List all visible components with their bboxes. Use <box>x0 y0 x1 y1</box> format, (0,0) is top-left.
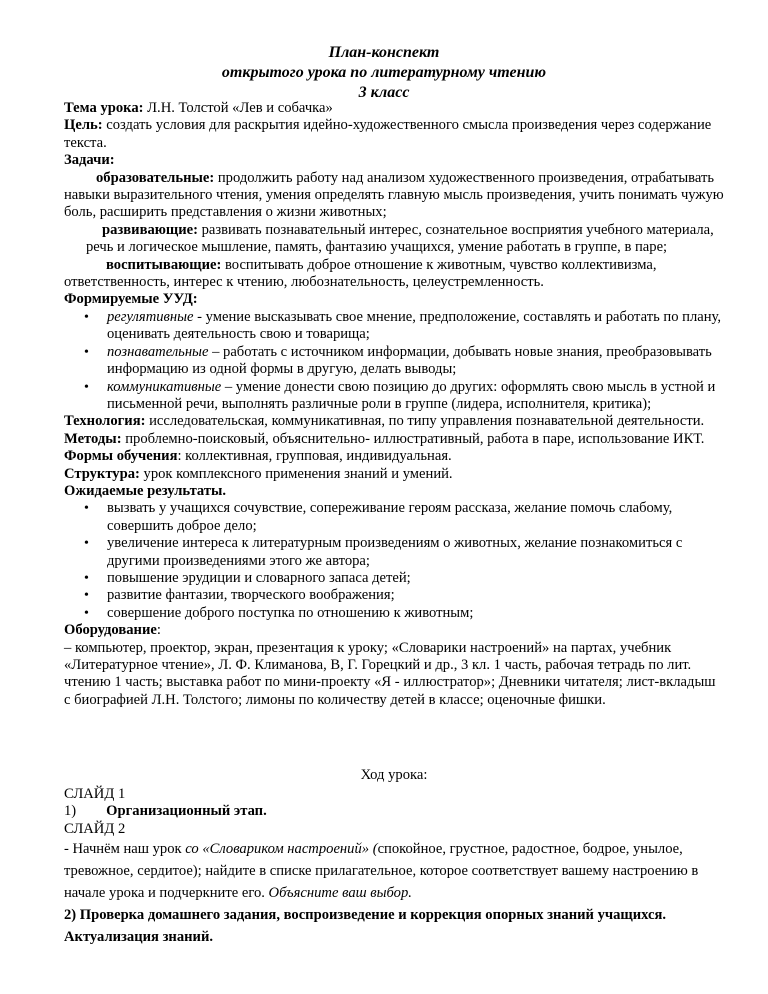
topic-line <box>64 100 724 117</box>
methods-text: проблемно-поисковый, объяснительно- иллюстративный, работа в паре, использование ИКТ. <box>121 430 705 447</box>
lesson-paragraph <box>64 838 724 904</box>
slide-label: СЛАЙД 2 <box>64 820 126 837</box>
equipment-label: Оборудование <box>64 622 157 639</box>
equipment-text: – компьютер, проектор, экран, презентация к уроку; «Словарики настроений» на партах, учебник «Литературное чтение», Л. Ф. Климанова, В, Г. Горецкий и др., 3 кл. 1 часть, рабочая тетрадь по лит. чтению 1 часть; выставка работ по мини-проекту «Я - иллюстратор»; Дневники читателя; лист-вкладыш с биографией Л.Н. Толстого; лимоны по количеству детей в классе; оценочные фишки. <box>64 639 716 708</box>
list-item <box>64 344 724 379</box>
technology-line <box>64 413 724 430</box>
task-educational-text: продолжить работу над анализом художественного произведения, отрабатывать навыки выразительного чтения, умения определять главную мысль произведения, учить понимать чужую боль, расширить представления о жизни животных; <box>64 169 724 221</box>
forms-text: : коллективная, групповая, индивидуальная. <box>177 448 452 465</box>
list-item <box>64 379 724 414</box>
technology-label: Технология: <box>64 413 146 430</box>
task-upbringing-text: воспитывать доброе отношение к животным, чувство коллективизма, ответственность, интерес к чтению, любознательность, целеустремленность. <box>64 256 657 291</box>
topic-text: Л.Н. Толстой «Лев и собачка» <box>143 100 333 116</box>
goal-line <box>64 117 724 152</box>
equipment-colon: : <box>156 622 161 639</box>
methods-line <box>64 431 724 448</box>
forms-line <box>64 448 724 465</box>
tasks-label: Задачи: <box>64 152 115 169</box>
technology-text: исследовательская, коммуникативная, по типу управления познавательной деятельности. <box>145 413 705 430</box>
doc-title-line2: открытого урока по литературному чтению <box>221 64 547 81</box>
uud-text: – умение донести свою позицию до других: оформлять свою мысль в устной и письменной речи, выполнять различные роли в группе (лидера, исполнителя, критика); <box>107 378 716 412</box>
stage-1 <box>64 803 724 820</box>
slide-label: СЛАЙД 1 <box>64 786 126 802</box>
lesson-heading: Ход урока: <box>360 767 428 783</box>
list-item: • вызвать у учащихся сочувствие, сопереживание героям рассказа, желание помочь слабому, совершить доброе дело; <box>64 500 724 535</box>
results-list <box>64 500 724 622</box>
task-developing-label: развивающие: <box>102 221 198 238</box>
equipment-heading <box>64 622 724 639</box>
lesson-body <box>64 786 724 948</box>
structure-label: Структура: <box>64 465 140 482</box>
uud-text: - умение высказывать свое мнение, предположение, составлять и работать по плану, оценивать деятельность свою и товарища; <box>107 308 722 343</box>
list-item: • развитие фантазии, творческого воображения; <box>64 587 724 604</box>
stage-1-title: Организационный этап. <box>106 803 267 820</box>
list-item: • повышение эрудиции и словарного запаса детей; <box>64 570 724 587</box>
uud-term: коммуникативные <box>107 378 222 395</box>
topic-label: Тема урока: <box>64 100 144 116</box>
methods-label: Методы: <box>64 430 122 447</box>
results-label: Ожидаемые результаты. <box>64 482 227 499</box>
paragraph-part: со «Словариком настроений» ( <box>185 841 378 858</box>
list-item: • увеличение интереса к литературным произведениям о животных, желание познакомиться с другими произведениями этого же автора; <box>64 535 724 570</box>
uud-list <box>64 309 724 413</box>
task-upbringing-label: воспитывающие: <box>106 256 222 273</box>
task-upbringing <box>64 257 724 292</box>
uud-term: познавательные <box>107 343 209 360</box>
uud-term: регулятивные <box>107 308 194 325</box>
list-item <box>64 309 724 344</box>
task-educational-label: образовательные: <box>96 169 215 186</box>
stage-2-title: 2) Проверка домашнего задания, воспроизведение и коррекция опорных знаний учащихся. Актуализация знаний. <box>64 907 667 946</box>
goal-text: создать условия для раскрытия идейно-художественного смысла произведения через содержание текста. <box>64 117 712 151</box>
goal-label: Цель: <box>64 117 103 134</box>
task-developing-text: развивать познавательный интерес, сознательное восприятия учебного материала, речь и логическое мышление, память, фантазию учащихся, умение работать в группе, в паре; <box>86 221 714 256</box>
uud-label: Формируемые УУД: <box>64 291 198 308</box>
structure-text: урок комплексного применения знаний и умений. <box>139 465 453 482</box>
doc-title-line3: 3 класс <box>358 84 410 101</box>
forms-label: Формы обучения <box>64 448 178 465</box>
task-developing <box>64 222 724 257</box>
stage-1-number: 1) <box>64 803 77 820</box>
paragraph-part: - Начнём наш урок <box>64 841 186 858</box>
paragraph-part: спокойное, грустное, радостное, бодрое, унылое, тревожное, сердитое); найдите в списке прилагательное, которое соответствует вашему настроению в начале урока и подчеркните его. <box>64 841 699 902</box>
uud-text: – работать с источником информации, добывать новые знания, преобразовывать информацию из одной формы в другую, делать выводы; <box>107 343 712 378</box>
lesson-info <box>64 100 724 709</box>
doc-title-line1: План-конспект <box>328 44 440 61</box>
structure-line <box>64 466 724 483</box>
task-educational <box>64 170 724 222</box>
paragraph-part: Объясните ваш выбор. <box>268 885 412 902</box>
list-item: • совершение доброго поступка по отношению к животным; <box>64 605 724 622</box>
